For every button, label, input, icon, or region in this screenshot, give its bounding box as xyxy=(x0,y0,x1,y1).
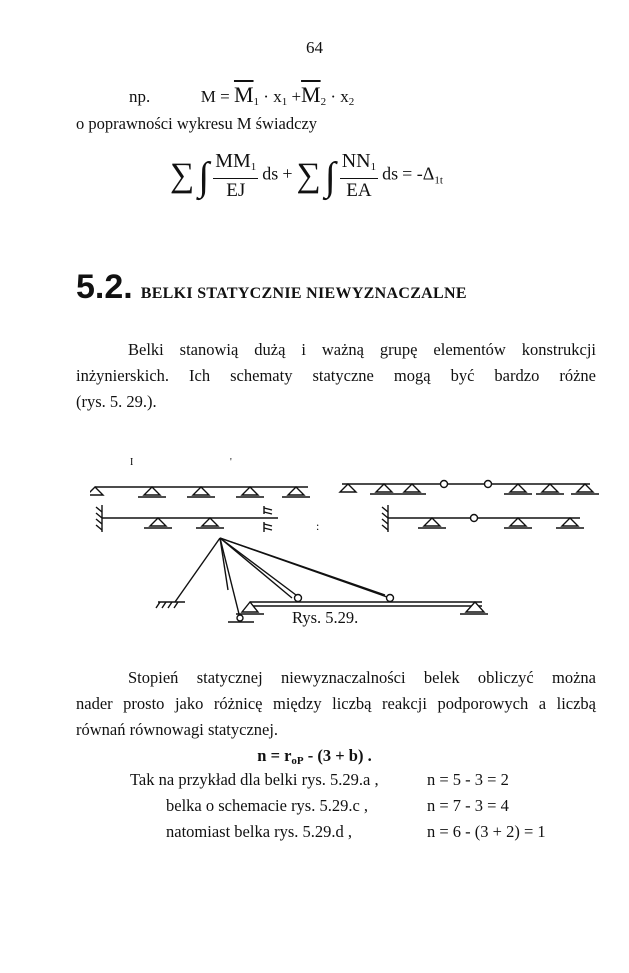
figure-mark-2: ' xyxy=(230,457,232,468)
figure-separator: : xyxy=(316,519,320,533)
main-formula xyxy=(0,744,629,773)
beam-c xyxy=(96,505,278,532)
example-m1-sub: 1 xyxy=(253,96,260,108)
para2-line3: równań równowagi statycznej. xyxy=(76,720,279,739)
ds-1: ds xyxy=(262,163,279,184)
fraction-2-denominator: EA xyxy=(346,180,372,201)
integral-symbol-2: ∫ xyxy=(324,153,336,199)
page-number: 64 xyxy=(306,38,323,57)
num1-sub: 1 xyxy=(250,161,257,173)
example-row-2-label: belka o schemacie rys. 5.29.c , xyxy=(166,796,369,815)
example-equation xyxy=(129,82,354,108)
example-equals: = xyxy=(220,87,230,106)
beam-a xyxy=(90,487,310,497)
main-formula-rest: - (3 + b) . xyxy=(307,746,372,765)
section-heading xyxy=(76,268,467,307)
para2-line1: Stopień statycznej niewyznaczalności belek obliczyć można xyxy=(128,668,596,687)
main-formula-text: n = r xyxy=(257,746,292,765)
beam-b xyxy=(340,481,599,495)
fraction-1-denominator: EJ xyxy=(226,180,246,201)
beam-d xyxy=(382,505,584,532)
check-sentence: o poprawności wykresu M świadczy xyxy=(76,114,318,133)
virtual-work-formula xyxy=(170,150,443,202)
num1-text: MM xyxy=(215,150,251,172)
example-x1-sub: 1 xyxy=(281,96,288,108)
sum-symbol-2: ∑ xyxy=(296,157,321,194)
section-number: 5.2. xyxy=(76,268,133,306)
example-x2-sub: 2 xyxy=(348,96,355,108)
num2-text: NN xyxy=(341,150,371,172)
formula-rhs: = -Δ xyxy=(402,163,435,184)
fraction-1 xyxy=(213,150,258,202)
fraction-2 xyxy=(340,150,378,202)
example-prefix: np. xyxy=(129,87,151,106)
example-row-1-formula: n = 5 - 3 = 2 xyxy=(427,770,509,789)
para1-line3: (rys. 5. 29.). xyxy=(76,392,157,411)
example-m2-sub: 2 xyxy=(320,96,327,108)
section-title: BELKI STATYCZNIE NIEWYZNACZALNE xyxy=(140,285,467,302)
example-row-1-label: Tak na przykład dla belki rys. 5.29.a , xyxy=(130,770,379,789)
ds-2: ds xyxy=(382,163,399,184)
figure-caption: Rys. 5.29. xyxy=(292,608,359,627)
example-m2: $\overline{M}$ xyxy=(301,82,321,107)
example-row-3-formula: n = 6 - (3 + 2) = 1 xyxy=(427,822,546,841)
formula-rhs-sub: 1t xyxy=(434,174,443,187)
integral-symbol-1: ∫ xyxy=(198,153,210,199)
example-lhs: M xyxy=(200,87,216,106)
main-formula-sub: oP xyxy=(291,755,304,767)
sum-symbol-1: ∑ xyxy=(170,157,195,194)
para2-line2: nader prosto jako różnicę między liczbą reakcji podporowych a liczbą xyxy=(76,694,596,713)
example-row-3-label: natomiast belka rys. 5.29.d , xyxy=(166,822,353,841)
example-row-2-formula: n = 7 - 3 = 4 xyxy=(427,796,509,815)
example-times1: · x xyxy=(263,87,282,106)
fraction-2-numerator xyxy=(340,150,378,179)
para1-line1: Belki stanowią dużą i ważną grupę elementów konstrukcji xyxy=(128,340,596,359)
example-times2: · x xyxy=(330,87,349,106)
para1-line2: inżynierskich. Ich schematy statyczne mogą być bardzo różne xyxy=(76,366,596,385)
figure-mark-1: I xyxy=(130,457,134,468)
example-m1: $\overline{M}$ xyxy=(233,82,254,107)
formula-plus: + xyxy=(282,163,293,184)
fraction-1-numerator xyxy=(213,150,258,179)
num2-sub: 1 xyxy=(370,161,377,173)
example-plus: + xyxy=(291,87,302,106)
